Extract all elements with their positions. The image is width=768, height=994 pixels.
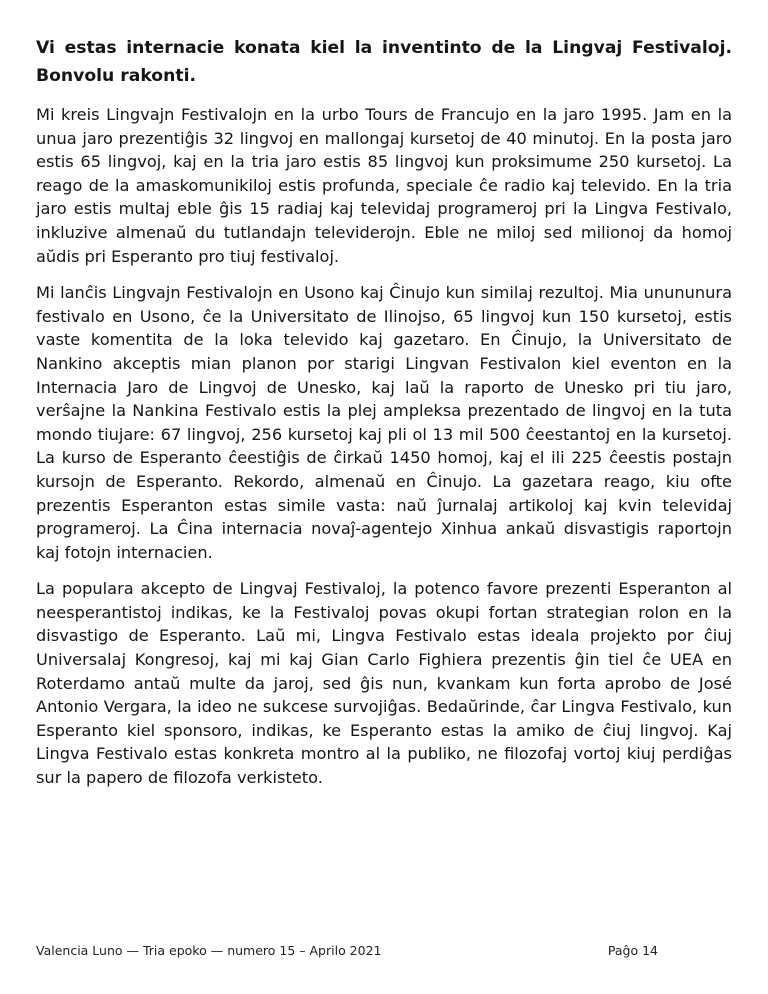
- interview-question: Vi estas internacie konata kiel la inventinto de la Lingvaj Festivaloj. Bonvolu rakonti.: [36, 38, 732, 86]
- answer-paragraph-3: La populara akcepto de Lingvaj Festivaloj, la potenco favore prezenti Esperanton al neesperantistoj indikas, ke la Festivaloj povas okupi fortan strategian rolon en la disvastigo de Esperanto. Laŭ mi, Lingva Festivalo estas ideala projekto por ĉiuj Universalaj Kongresoj, kaj mi kaj Gian Carlo Fighiera prezentis ĝin tiel ĉe UEA en Roterdamo antaŭ multe da jaroj, sed ĝis nun, kvankam kun forta aprobo de José Antonio Vergara, la ideo ne sukcese survojiĝas. Bedaŭrinde, ĉar Lingva Festivalo, kun Esperanto kiel sponsoro, indikas, ke Esperanto estas la amiko de ĉiuj lingvoj. Kaj Lingva Festivalo estas konkreta montro al la publiko, ne filozofaj vortoj kiuj perdiĝas sur la papero de filozofa verkisteto.: [36, 579, 732, 788]
- answer-paragraph-2: Mi lanĉis Lingvajn Festivalojn en Usono kaj Ĉinujo kun similaj rezultoj. Mia unununura festivalo en Usono, ĉe la Universitato de Ilinojso, 65 lingvoj kun 150 kursetoj, estis vaste komentita de la loka televido kaj gazetaro. En Ĉinujo, la Universitato de Nankino akceptis mian planon por starigi Lingvan Festivalon kiel eventon en la Internacia Jaro de Lingvoj de Unesko, kaj laŭ la raporto de Unesko pri tiu jaro, verŝajne la Nankina Festivalo estis la plej ampleksa prezentado de lingvoj en la tuta mondo tiujare: 67 lingvoj, 256 kursetoj kaj pli ol 13 mil 500 ĉeestantoj en la kursetoj. La kurso de Esperanto ĉeestiĝis de ĉirkaŭ 1450 homoj, kaj el ili 225 ĉeestis postajn kursojn de Esperanto. Rekordo, almenaŭ en Ĉinujo. La gazetara reago, kiu ofte prezentis Esperanton estas simile vasta: naŭ ĵurnalaj artikoloj kaj kvin televidaj programeroj. La Ĉina internacia novaĵ-agentejo Xinhua ankaŭ disvastigis raportojn kaj fotojn internacien.: [36, 283, 732, 562]
- page-number: Paĝo 14: [607, 943, 658, 958]
- answer-paragraph-1: Mi kreis Lingvajn Festivalojn en la urbo Tours de Francujo en la jaro 1995. Jam en la unua jaro prezentiĝis 32 lingvoj en mallongaj kursetoj de 40 minutoj. En la posta jaro estis 65 lingvoj, kaj en la tria jaro estis 85 lingvoj kun proksimume 250 kursetoj. La reago de la amaskomunikiloj estis profunda, speciale ĉe radio kaj televido. En la tria jaro estis multaj eble ĝis 15 radiaj kaj televidaj programeroj pri la Lingva Festivalo, inkluzive almenaŭ du tutlandajn televiderojn. Eble ne miloj sed milionoj da homoj aŭdis pri Esperanto pro tiuj festivaloj.: [36, 105, 732, 266]
- publication-info: Valencia Luno — Tria epoko — numero 15 – Aprilo 2021: [36, 943, 382, 958]
- article-body: [36, 34, 732, 803]
